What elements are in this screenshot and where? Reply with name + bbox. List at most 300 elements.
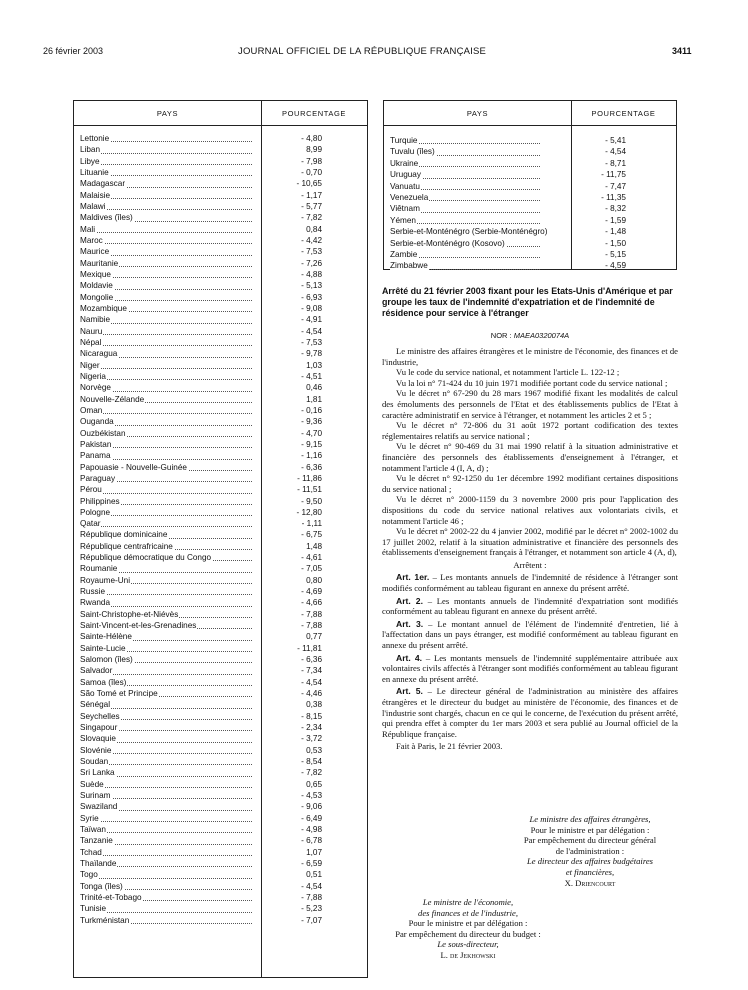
table-row [74,541,367,552]
table-row [74,529,367,540]
country-name: République démocratique du Congo [80,553,212,563]
country-name: Turquie [390,136,418,145]
country-name: Pologne [80,507,111,517]
table-row [74,269,367,280]
article [382,653,678,685]
percentage-value: - 9,08 [301,303,322,313]
header-title: JOURNAL OFFICIEL DE LA RÉPUBLIQUE FRANÇAISE [238,46,487,57]
table-row [74,869,367,880]
country-name: Mozambique [80,303,127,313]
table-row [74,654,367,665]
leader-dots [80,232,252,233]
leader-dots [80,243,252,244]
table-row [384,203,676,214]
country-name: Mali [80,224,96,234]
percentage-value: - 5,77 [301,201,322,211]
country-name: Vanuatu [390,181,420,191]
table-row [74,824,367,835]
sig2-minister1: Le ministre de l'économie, [422,897,514,907]
percentage-value: - 7,98 [301,156,322,166]
table-row [74,620,367,631]
percentage-value: - 2,34 [301,723,322,733]
country-name: Saint-Vincent-et-les-Grenadines [80,621,197,631]
country-name: Mongolie [80,292,114,302]
percentage-value: - 7,88 [301,609,322,619]
percentage-value: - 4,54 [301,326,322,336]
table-body [74,133,367,926]
percentage-value: - 9,78 [301,349,322,359]
table-row [74,235,367,246]
table-row [74,416,367,427]
table-row [74,847,367,858]
table-row [74,563,367,574]
column-header-country: PAYS [74,101,261,126]
percentage-value: - 11,86 [297,473,322,483]
percentage-value: - 4,98 [301,825,322,835]
percentage-value: - 12,80 [296,507,322,517]
percentage-value: - 4,53 [301,791,322,801]
table-row [74,133,367,144]
column-header-country: PAYS [384,101,571,126]
percentage-value: - 6,93 [301,292,322,302]
country-name: Tuvalu (îles) [390,147,435,157]
percentage-value: - 7,53 [301,247,322,257]
sig1-line3: de l'administration : [555,845,625,856]
country-name: Zambie [390,249,418,259]
percentage-value: - 11,35 [601,192,626,202]
country-name: Togo [80,870,98,880]
table-row [74,507,367,518]
percentage-value: - 8,32 [605,204,626,214]
country-name: Libye [80,156,100,166]
percentage-value: - 7,88 [301,892,322,902]
country-name: Soudan [80,757,109,767]
table-row [74,348,367,359]
country-name: Norvège [80,383,111,393]
percentage-value: - 4,69 [301,587,322,597]
country-name: Oman [80,405,103,415]
table-row [74,665,367,676]
sig2-role: Le sous-directeur, [437,939,499,950]
percentage-value: - 4,91 [301,315,322,325]
country-name: Nouvelle-Zélande [80,394,145,404]
percentage-value: 8,99 [306,145,322,155]
percentage-value: - 7,05 [301,564,322,574]
country-name: République dominicaine [80,530,168,540]
sig2-minister2: des finances et de l'industrie, [418,907,518,918]
percentage-value: 0,46 [306,383,322,393]
table-row [384,181,676,192]
country-name: Pérou [80,485,102,495]
country-name: Ouganda [80,417,114,427]
decree-body [382,346,678,752]
sig2-line2: Par empêchement du directeur du budget : [395,928,541,939]
leader-dots [80,413,252,414]
country-name: Tanzanie [80,836,113,846]
table-row [74,224,367,235]
percentage-value: - 5,15 [605,249,626,259]
header-date: 26 février 2003 [43,46,104,56]
header-page-number: 3411 [672,46,692,56]
table-row [384,158,676,169]
visa-paragraphs [382,346,678,558]
percentage-value: - 4,46 [301,689,322,699]
country-name: Swaziland [80,802,118,812]
percentage-value: - 8,54 [301,757,322,767]
table-row [74,609,367,620]
leader-dots [80,164,252,165]
table-row [384,192,676,203]
country-name: République centrafricaine [80,541,173,551]
leader-dots [80,526,252,527]
percentage-value: - 7,82 [301,213,322,223]
country-name: Moldavie [80,281,113,291]
percentage-value: - 4,51 [301,371,322,381]
country-name: Sainte-Hélène [80,632,132,642]
article-label: Art. 3. [396,618,424,629]
leader-dots [80,787,252,788]
table-row [384,226,676,237]
sig1-name: X. Driencourt [564,877,616,888]
table-row [74,144,367,155]
table-row [384,249,676,260]
country-name: Samoa (îles) [80,677,127,687]
percentage-value: - 6,36 [301,655,322,665]
leader-dots [80,493,252,494]
country-name: Serbie-et-Monténégro (Serbie-Monténégro) [390,227,548,237]
table-row [74,360,367,371]
table-row [74,779,367,790]
percentage-value: - 1,59 [605,215,626,225]
article-text: – Les montants mensuels de l'indemnité supplémentaire attribuée aux volontaires civils affectés à l'étranger sont modifiés conformément au tableau figurant en annexe du présent arrêté. [382,652,678,684]
country-name: Nauru [80,326,103,336]
country-name: Trinité-et-Tobago [80,892,142,902]
percentage-value: - 5,13 [301,281,322,291]
table-row [74,767,367,778]
visa-paragraph: Vu le décret n° 2002-22 du 4 janvier 2002, modifié par le décret n° 2002-1002 du 17 juillet 2002, relatif à la situation administrative et financière des personnels des établissements d'enseignement français à l'étranger, et notamment son article 4 (A, d), [382,526,678,558]
percentage-value: 0,77 [306,632,322,642]
country-name: Namibie [80,315,111,325]
percentage-value: - 7,88 [301,621,322,631]
percentage-value: - 6,78 [301,836,322,846]
country-name: Niger [80,360,100,370]
percentage-value: - 7,53 [301,337,322,347]
table-row [74,178,367,189]
percentage-value: - 1,50 [605,238,626,248]
table-row [74,858,367,869]
signature-block-1 [500,814,680,888]
percentage-value: - 6,59 [301,859,322,868]
nor-reference [382,331,678,340]
table-row [384,135,676,146]
percentage-value: - 4,59 [605,261,626,271]
percentage-value: 1,48 [306,541,322,551]
country-name: Nigeria [80,371,106,381]
percentage-value: - 0,70 [301,167,322,177]
country-name: Saint-Christophe-et-Niévès [80,609,179,619]
table-row [74,450,367,461]
percentage-value: - 7,34 [301,666,322,676]
visa-paragraph: Vu le décret n° 92-1250 du 1er décembre 1992 modifiant certaines dispositions du service national ; [382,473,678,494]
visa-paragraph: Vu le décret n° 90-469 du 31 mai 1990 relatif à la situation administrative et financière des personnels des établissements d'enseignement à l'étranger, et notamment l'article 4 (I, A, d) ; [382,441,678,473]
percentage-value: - 7,26 [301,258,322,268]
leader-dots [80,345,252,346]
percentage-value: - 5,23 [301,904,322,914]
percentage-value: - 11,81 [297,643,322,653]
country-name: Venezuela [390,192,429,202]
percentage-value: - 7,07 [301,915,322,925]
table-row [74,756,367,767]
percentage-value: 0,51 [306,870,322,880]
percentage-value: 0,80 [306,575,322,585]
country-name: Singapour [80,723,118,733]
arretent: Arrêtent : [513,559,547,570]
percentage-value: - 4,42 [301,235,322,245]
country-name: Liban [80,145,101,155]
table-row [384,215,676,226]
article [382,619,678,651]
percentage-value: - 9,15 [301,439,322,449]
leader-dots [80,878,252,879]
percentage-value: 1,81 [306,394,322,404]
percentage-value: - 3,72 [301,734,322,744]
country-name: Tchad [80,847,102,857]
country-name: Serbie-et-Monténégro (Kosovo) [390,238,505,248]
percentage-value: - 6,49 [301,813,322,823]
table-row [384,146,676,157]
article [382,596,678,617]
table-row [74,326,367,337]
column-header-percent: POURCENTAGE [571,101,676,126]
nor-label: NOR : [490,331,512,340]
table-row [74,790,367,801]
percentage-value: - 4,61 [301,553,322,563]
table-row [74,405,367,416]
percentage-value: - 4,66 [301,598,322,608]
country-name: Rwanda [80,598,111,608]
country-name: Russie [80,587,106,597]
country-name: Lituanie [80,167,109,177]
table-row [74,496,367,507]
country-name: Slovaquie [80,734,116,744]
percentage-value: - 1,17 [301,190,322,200]
table-row [384,238,676,249]
percentage-table-left [73,100,368,978]
country-name: Zimbabwe [390,261,428,271]
country-name: Nicaragua [80,349,118,359]
percentage-value: - 4,54 [605,147,626,157]
table-row [74,394,367,405]
country-name: Slovénie [80,745,112,755]
country-name: Mauritanie [80,258,119,268]
percentage-value: - 1,11 [301,519,322,529]
percentage-value: - 8,71 [605,158,626,168]
country-name: Thaïlande [80,859,117,868]
decree-title: Arrêté du 21 février 2003 fixant pour les Etats-Unis d'Amérique et par groupe les taux de l'indemnité d'expatriation et de l'indemnité de résidence pour service à l'étranger [382,286,673,318]
table-row [74,575,367,586]
table-row [74,881,367,892]
table-body [384,135,676,272]
article-label: Art. 1er. [396,572,430,583]
percentage-value: - 9,36 [301,417,322,427]
country-name: São Tomé et Principe [80,689,158,699]
table-row [74,745,367,756]
table-row [74,484,367,495]
table-row [74,292,367,303]
visa-paragraph: Vu le décret n° 67-290 du 28 mars 1967 modifié fixant les modalités de calcul des émoluments des personnels de l'Etat et des établissements publics de l'Etat à caractère administratif en service à l'étranger, et notamment les articles 2 et 5 ; [382,388,678,420]
percentage-value: - 6,75 [301,530,322,540]
articles [382,572,678,739]
table-row [74,382,367,393]
table-row [74,280,367,291]
table-row [74,428,367,439]
table-row [74,212,367,223]
percentage-value: - 1,16 [301,451,322,461]
country-name: Panama [80,451,111,461]
country-name: Sénégal [80,700,111,710]
sig1-role1: Le directeur des affaires budgétaires [526,856,654,867]
article-label: Art. 5. [396,686,423,697]
percentage-value: - 9,50 [301,496,322,506]
percentage-value: - 9,06 [301,802,322,812]
table-row [74,518,367,529]
percentage-value: - 4,88 [301,269,322,279]
percentage-value: 0,65 [306,779,322,789]
sig2-name: L. de Jekhowski [440,949,496,960]
table-row [74,473,367,484]
article-text: – Le directeur général de l'administration au ministère des affaires étrangères et le directeur du budget au ministère de l'économie, des finances et de l'industrie sont chargés, chacun en ce qui le concerne, de l'exécution du présent arrêté, qui prendra effet à compter du 1er mars 2003 et sera publié au Journal officiel de la République française. [382,686,678,739]
table-row [74,677,367,688]
leader-dots [80,153,252,154]
country-name: Maurice [80,247,110,257]
percentage-value: - 1,48 [605,227,626,237]
table-row [74,903,367,914]
sig2-line1: Pour le ministre et par délégation : [408,918,528,929]
table-row [74,246,367,257]
country-name: Roumanie [80,564,118,574]
country-name: Lettonie [80,134,110,143]
table-row [74,337,367,348]
country-name: Népal [80,337,102,347]
table-row [74,711,367,722]
country-name: Suède [80,779,104,789]
country-name: Uruguay [390,170,421,180]
country-name: Turkménistan [80,915,130,925]
table-row [384,169,676,180]
visa-paragraph: Vu le décret n° 72-806 du 31 août 1972 portant codification des textes réglementaires relatifs au service national ; [382,420,678,441]
sig1-minister: Le ministre des affaires étrangères, [529,814,651,824]
table-row [74,699,367,710]
percentage-value: - 7,82 [301,768,322,778]
visa-paragraph: Le ministre des affaires étrangères et le ministre de l'économie, des finances et de l'industrie, [382,346,678,367]
table-row [74,801,367,812]
percentage-value: - 4,54 [301,881,322,891]
table-row [74,190,367,201]
country-name: Sri Lanka [80,768,115,778]
percentage-value: 1,07 [306,847,322,857]
country-name: Yémen [390,215,416,225]
country-name: Surinam [80,791,111,801]
country-name: Taïwan [80,825,106,835]
percentage-value: 0,53 [306,745,322,755]
sig1-line1: Pour le ministre et par délégation : [530,824,650,835]
table-row [74,156,367,167]
percentage-value: - 11,51 [297,485,322,495]
article-text: – Les montants annuels de l'indemnité d'expatriation sont modifiés conformément au tableau figurant en annexe du présent arrêté. [382,595,678,617]
country-name: Royaume-Uni [80,575,131,585]
country-name: Ukraine [390,158,419,168]
signature-block-2 [383,897,553,961]
country-name: Mexique [80,269,111,279]
country-name: Qatar [80,519,101,529]
country-name: Salvador [80,666,113,676]
leader-dots [80,821,252,822]
country-name: Tonga (îles) [80,881,123,891]
country-name: Maldives (îles) [80,213,133,223]
column-header-percent: POURCENTAGE [261,101,367,126]
table-row [74,915,367,926]
table-row [74,733,367,744]
percentage-value: - 4,80 [301,134,322,143]
country-name: Paraguay [80,473,116,483]
country-name: Papouasie - Nouvelle-Guinée [80,462,187,472]
table-row [74,631,367,642]
percentage-value: - 8,15 [301,711,322,721]
table-row [74,371,367,382]
visa-paragraph: Vu le code du service national, et notamment l'article L. 122-12 ; [396,367,620,378]
table-row [74,722,367,733]
leader-dots [80,855,252,856]
table-row [74,303,367,314]
percentage-value: - 4,54 [301,677,322,687]
table-row [74,258,367,269]
sig1-line2: Par empêchement du directeur général [523,835,657,846]
country-name: Ouzbékistan [80,428,126,438]
nor-code: MAEA0320074A [513,331,570,340]
visa-paragraph: Vu le décret n° 2000-1159 du 3 novembre 2000 pris pour l'application des dispositions du code du service national relatives aux volontariats civils, et notamment l'article 46 ; [382,494,678,526]
table-row [74,314,367,325]
country-name: Tunisie [80,904,107,914]
country-name: Syrie [80,813,99,823]
table-row [74,643,367,654]
done-at: Fait à Paris, le 21 février 2003. [396,741,503,752]
percentage-value: - 7,47 [605,181,626,191]
sig1-role2: et financières, [565,866,615,877]
country-name: Seychelles [80,711,120,721]
table-row [384,260,676,271]
table-row [74,462,367,473]
country-name: Maroc [80,235,103,245]
leader-dots [80,334,252,335]
article-text: – Les montants annuels de l'indemnité de résidence à l'étranger sont modifiés conformément au tableau figurant en annexe du présent arrêté. [382,572,678,594]
table-row [74,688,367,699]
table-row [74,167,367,178]
country-name: Viêtnam [390,204,420,214]
table-row [74,552,367,563]
percentage-value: - 10,65 [296,179,322,189]
country-name: Philippines [80,496,120,506]
article [382,572,678,593]
country-name: Pakistan [80,439,112,449]
country-name: Malaisie [80,190,111,200]
table-row [74,835,367,846]
article-label: Art. 4. [396,652,423,663]
table-row [74,201,367,212]
article-text: – Le montant annuel de l'élément de l'indemnité d'entretien, lié à l'affectation dans un pays étranger, est modifié conformément au tableau figurant en annexe du présent arrêté. [382,618,679,651]
table-row [74,892,367,903]
table-row [74,439,367,450]
percentage-value: 0,38 [306,700,322,710]
